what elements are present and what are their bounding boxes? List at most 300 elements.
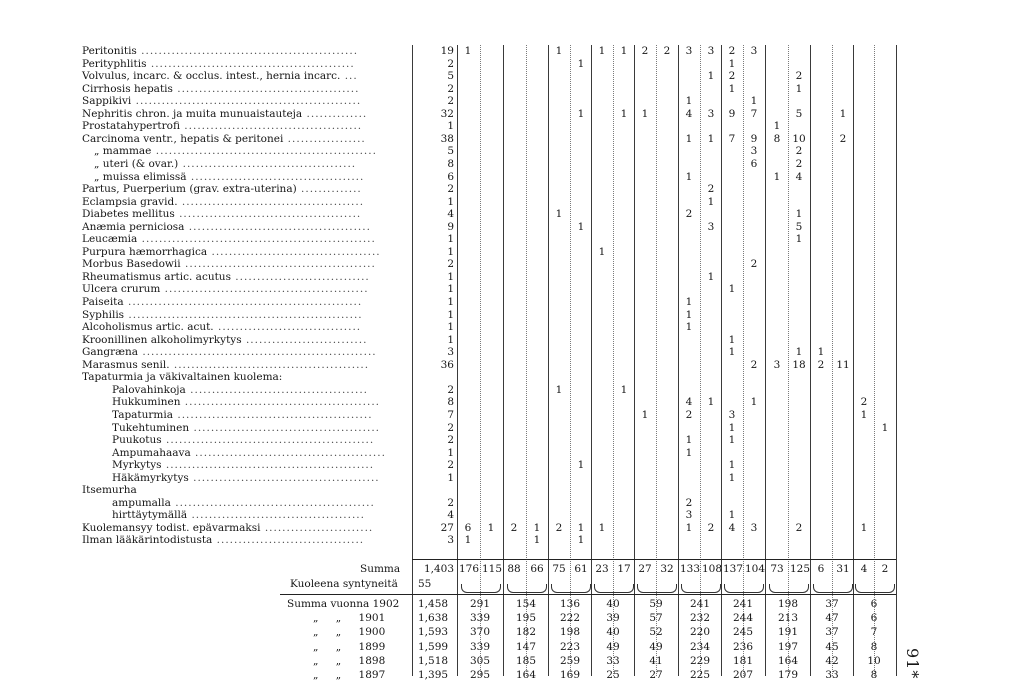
year-group-value: 339 bbox=[469, 612, 491, 625]
row-total: 2 bbox=[447, 183, 454, 196]
year-group-value: 40 bbox=[606, 598, 620, 610]
table-row bbox=[0, 221, 1024, 234]
row-label-text: hirttäytymällä bbox=[112, 509, 188, 522]
row-label bbox=[82, 359, 369, 372]
table-cell: 2 bbox=[795, 521, 803, 534]
table-cell: 3 bbox=[685, 45, 693, 57]
summa-row bbox=[0, 563, 1024, 576]
table-cell: 1 bbox=[641, 408, 649, 421]
row-total: 36 bbox=[440, 358, 454, 371]
year-group-value: 47 bbox=[825, 612, 839, 625]
year-group-value: 225 bbox=[689, 669, 711, 681]
row-label-text: Puukotus bbox=[112, 434, 162, 447]
table-cell: 1 bbox=[685, 95, 693, 108]
year-label: Summa vuonna 1902 bbox=[287, 598, 400, 610]
year-label: „ „ 1900 bbox=[313, 626, 386, 639]
year-group-value: 198 bbox=[559, 626, 581, 639]
group-brace bbox=[724, 584, 764, 593]
group-brace bbox=[551, 584, 591, 593]
table-cell: 6 bbox=[750, 157, 758, 170]
table-cell: 1 bbox=[685, 170, 693, 183]
table-cell: 2 bbox=[817, 358, 825, 371]
year-group-value: 223 bbox=[559, 640, 581, 653]
year-group-value: 6 bbox=[870, 598, 878, 610]
row-label-text: Nephritis chron. ja muita munuaistauteja bbox=[82, 107, 303, 120]
table-cell: 1 bbox=[773, 120, 781, 133]
row-label bbox=[82, 196, 364, 209]
table-cell: 1 bbox=[598, 521, 606, 534]
row-label-text: „ uteri (& ovar.) bbox=[94, 157, 179, 170]
row-label bbox=[82, 120, 362, 133]
year-group-value: 164 bbox=[777, 654, 799, 667]
table-row bbox=[0, 258, 1024, 271]
table-cell: 1 bbox=[728, 333, 736, 346]
row-total: 7 bbox=[447, 408, 454, 421]
leader-dots: .......................................... bbox=[172, 82, 360, 95]
row-label-text: Sappikivi bbox=[82, 95, 132, 108]
row-label-text: Ulcera crurum bbox=[82, 283, 161, 296]
leader-dots: ................................................ bbox=[161, 459, 375, 472]
year-group-value: 7 bbox=[870, 626, 878, 639]
table-cell: 3 bbox=[773, 358, 781, 371]
group-brace bbox=[681, 584, 721, 593]
row-label bbox=[82, 45, 358, 58]
year-group-value: 207 bbox=[732, 669, 754, 681]
table-cell: 1 bbox=[750, 95, 758, 108]
year-group-value: 182 bbox=[515, 626, 537, 639]
row-total: 1 bbox=[447, 120, 454, 133]
table-row bbox=[0, 58, 1024, 71]
leader-dots: .............................................. bbox=[170, 496, 375, 509]
row-label bbox=[112, 409, 373, 422]
table-cell: 2 bbox=[685, 408, 693, 421]
table-row bbox=[0, 83, 1024, 96]
table-cell: 4 bbox=[685, 107, 693, 120]
table-cell: 2 bbox=[750, 358, 758, 371]
table-row bbox=[0, 233, 1024, 246]
row-label bbox=[82, 83, 359, 96]
year-group-value: 6 bbox=[870, 612, 878, 625]
table-row bbox=[0, 283, 1024, 296]
group-brace bbox=[813, 584, 853, 593]
row-total: 1 bbox=[447, 296, 454, 308]
row-label bbox=[82, 334, 367, 347]
row-label-text: Palovahinkoja bbox=[112, 383, 186, 396]
summa-cell: 27 bbox=[638, 563, 652, 575]
row-label bbox=[82, 484, 137, 497]
table-row bbox=[0, 70, 1024, 83]
table-row bbox=[0, 246, 1024, 259]
summa-label: Summa bbox=[360, 563, 401, 575]
table-cell: 1 bbox=[728, 434, 736, 447]
leader-dots: ........................................... bbox=[189, 421, 380, 434]
year-group-value: 41 bbox=[649, 654, 663, 667]
table-cell: 2 bbox=[685, 496, 693, 509]
year-group-value: 339 bbox=[469, 640, 491, 653]
row-label-text: Myrkytys bbox=[112, 459, 162, 472]
year-group-value: 8 bbox=[870, 640, 878, 653]
row-total: 19 bbox=[440, 45, 454, 57]
year-group-value: 10 bbox=[867, 654, 881, 667]
row-total: 8 bbox=[447, 157, 454, 170]
table-cell: 1 bbox=[728, 346, 736, 359]
summa-total: 1,403 bbox=[423, 563, 454, 575]
row-label-text: Diabetes mellitus bbox=[82, 208, 175, 221]
summa-cell: 32 bbox=[660, 563, 674, 575]
row-total: 2 bbox=[447, 57, 454, 70]
page-number: 91* bbox=[903, 648, 922, 680]
summa-cell: 23 bbox=[595, 563, 609, 575]
leader-dots: ............................ bbox=[241, 333, 368, 346]
row-label-text: Eclampsia gravid. bbox=[82, 195, 178, 208]
year-group-value: 136 bbox=[559, 598, 581, 610]
year-total: 1,599 bbox=[418, 640, 449, 653]
leader-dots: ............................................. bbox=[173, 408, 373, 421]
year-group-value: 37 bbox=[825, 598, 839, 610]
table-row bbox=[0, 321, 1024, 334]
table-cell: 1 bbox=[577, 107, 585, 120]
table-row bbox=[0, 522, 1024, 535]
row-label-text: Volvulus, incarc. & occlus. intest., hernia incarc. bbox=[82, 70, 341, 83]
leader-dots: ........................................ bbox=[178, 157, 357, 170]
table-cell: 2 bbox=[555, 521, 563, 534]
table-cell: 5 bbox=[795, 107, 803, 120]
row-label-text: Kuolemansyy todist. epävarmaksi bbox=[82, 521, 261, 534]
row-total: 1 bbox=[447, 471, 454, 484]
table-cell: 2 bbox=[750, 258, 758, 271]
year-group-value: 185 bbox=[515, 654, 537, 667]
row-total: 4 bbox=[447, 208, 454, 221]
table-cell: 1 bbox=[685, 132, 693, 145]
row-label-text: Paiseita bbox=[82, 296, 124, 308]
table-cell: 1 bbox=[685, 308, 693, 321]
table-cell: 9 bbox=[728, 107, 736, 120]
table-row bbox=[0, 95, 1024, 108]
table-cell: 1 bbox=[860, 521, 868, 534]
year-group-value: 37 bbox=[825, 626, 839, 639]
table-cell: 3 bbox=[707, 45, 715, 57]
table-row bbox=[0, 145, 1024, 158]
table-cell: 11 bbox=[836, 358, 850, 371]
year-total: 1,593 bbox=[418, 626, 449, 639]
row-label-text: Ampumahaava bbox=[112, 446, 191, 459]
table-row bbox=[0, 45, 1024, 58]
year-group-value: 236 bbox=[732, 640, 754, 653]
leader-dots: ......................................... bbox=[179, 120, 363, 133]
table-cell: 2 bbox=[510, 521, 518, 534]
year-group-value: 154 bbox=[515, 598, 537, 610]
table-cell: 1 bbox=[773, 170, 781, 183]
leader-dots: ......................... bbox=[260, 521, 374, 534]
row-label bbox=[112, 509, 365, 522]
leader-dots: ........................................ bbox=[187, 509, 365, 522]
year-group-value: 33 bbox=[825, 669, 839, 681]
row-total: 1 bbox=[447, 333, 454, 346]
table-row bbox=[0, 497, 1024, 510]
row-label-text: Tapaturmia bbox=[112, 408, 174, 421]
row-label bbox=[112, 422, 380, 435]
table-row bbox=[0, 208, 1024, 221]
year-group-value: 45 bbox=[825, 640, 839, 653]
summa-cell: 73 bbox=[770, 563, 784, 575]
row-label bbox=[82, 271, 370, 284]
leader-dots: ................................................... bbox=[151, 145, 377, 158]
table-row bbox=[0, 271, 1024, 284]
table-row bbox=[0, 120, 1024, 133]
row-label bbox=[82, 534, 364, 547]
table-cell: 1 bbox=[707, 132, 715, 145]
table-cell: 1 bbox=[577, 57, 585, 70]
table-row bbox=[0, 396, 1024, 409]
kuoleena-label: Kuoleena syntyneitä bbox=[290, 578, 398, 590]
table-cell: 3 bbox=[685, 509, 693, 522]
row-label bbox=[82, 95, 361, 108]
row-total: 1 bbox=[447, 283, 454, 296]
row-label bbox=[112, 384, 368, 397]
table-cell: 1 bbox=[707, 195, 715, 208]
row-label bbox=[82, 183, 362, 196]
year-total: 1,638 bbox=[418, 612, 449, 625]
row-label-text: Cirrhosis hepatis bbox=[82, 82, 173, 95]
leader-dots: ........................................... bbox=[188, 471, 380, 484]
table-row bbox=[0, 447, 1024, 460]
row-total: 3 bbox=[447, 534, 454, 547]
table-cell: 1 bbox=[620, 45, 628, 57]
table-cell: 9 bbox=[750, 132, 758, 145]
row-label-text: Marasmus senil. bbox=[82, 358, 170, 371]
table-cell: 1 bbox=[533, 534, 541, 547]
summa-cell: 108 bbox=[702, 563, 723, 575]
year-group-value: 27 bbox=[649, 669, 663, 681]
row-total: 1 bbox=[447, 245, 454, 258]
row-label-text: Morbus Basedowii bbox=[82, 258, 181, 271]
leader-dots: ................................................ bbox=[161, 434, 375, 447]
table-cell: 1 bbox=[598, 245, 606, 258]
row-label-text: Purpura hæmorrhagica bbox=[82, 245, 208, 258]
leader-dots: ............................................. bbox=[180, 396, 381, 409]
row-total: 2 bbox=[447, 496, 454, 509]
year-group-value: 198 bbox=[777, 598, 799, 610]
row-total: 2 bbox=[447, 95, 454, 108]
table-row bbox=[0, 309, 1024, 322]
row-label-text: Prostatahypertrofi bbox=[82, 120, 180, 133]
summa-cell: 88 bbox=[507, 563, 521, 575]
row-label-text: Kroonillinen alkoholimyrkytys bbox=[82, 333, 242, 346]
table-cell: 1 bbox=[795, 82, 803, 95]
year-group-value: 147 bbox=[515, 640, 537, 653]
table-cell: 2 bbox=[795, 157, 803, 170]
summa-cell: 66 bbox=[530, 563, 544, 575]
summa-cell: 2 bbox=[881, 563, 889, 575]
leader-dots: ......................................... bbox=[185, 383, 368, 396]
year-group-value: 42 bbox=[825, 654, 839, 667]
year-group-value: 25 bbox=[606, 669, 620, 681]
year-group-value: 259 bbox=[559, 654, 581, 667]
table-row bbox=[0, 459, 1024, 472]
year-group-value: 49 bbox=[649, 640, 663, 653]
summa-cell: 6 bbox=[817, 563, 825, 575]
row-label-text: Leucæmia bbox=[82, 233, 138, 246]
row-label bbox=[112, 459, 374, 472]
table-cell: 1 bbox=[685, 296, 693, 308]
table-cell: 2 bbox=[641, 45, 649, 57]
row-total: 4 bbox=[447, 509, 454, 522]
year-group-value: 370 bbox=[469, 626, 491, 639]
table-cell: 1 bbox=[795, 208, 803, 221]
table-cell: 1 bbox=[860, 408, 868, 421]
table-cell: 1 bbox=[728, 57, 736, 70]
row-total: 2 bbox=[447, 383, 454, 396]
leader-dots: ................................. bbox=[213, 321, 362, 334]
summa-cell: 104 bbox=[745, 563, 766, 575]
table-row bbox=[0, 196, 1024, 209]
row-total: 2 bbox=[447, 258, 454, 271]
summa-cell: 61 bbox=[574, 563, 588, 575]
table-cell: 8 bbox=[773, 132, 781, 145]
table-cell: 1 bbox=[555, 383, 563, 396]
table-cell: 1 bbox=[728, 471, 736, 484]
year-group-value: 245 bbox=[732, 626, 754, 639]
row-label-text: Ilman lääkärintodistusta bbox=[82, 534, 213, 547]
year-group-value: 57 bbox=[649, 612, 663, 625]
row-label-text: Häkämyrkytys bbox=[112, 471, 189, 484]
table-cell: 1 bbox=[577, 220, 585, 233]
table-cell: 1 bbox=[728, 283, 736, 296]
group-brace bbox=[594, 584, 634, 593]
row-total: 3 bbox=[447, 346, 454, 359]
leader-dots: ............................................... bbox=[146, 57, 355, 70]
row-total: 9 bbox=[447, 220, 454, 233]
table-cell: 2 bbox=[728, 70, 736, 83]
group-brace bbox=[855, 584, 895, 593]
leader-dots: ... bbox=[340, 70, 358, 83]
row-label-text: Alcoholismus artic. acut. bbox=[82, 321, 214, 334]
table-row bbox=[0, 434, 1024, 447]
year-group-value: 179 bbox=[777, 669, 799, 681]
table-cell: 4 bbox=[795, 170, 803, 183]
year-group-value: 169 bbox=[559, 669, 581, 681]
table-cell: 1 bbox=[577, 521, 585, 534]
table-cell: 1 bbox=[555, 208, 563, 221]
table-cell: 18 bbox=[792, 358, 806, 371]
row-total: 1 bbox=[447, 233, 454, 246]
table-cell: 1 bbox=[685, 321, 693, 334]
summary-rule bbox=[280, 594, 896, 595]
year-group-value: 220 bbox=[689, 626, 711, 639]
table-cell: 1 bbox=[620, 107, 628, 120]
table-cell: 1 bbox=[685, 446, 693, 459]
table-cell: 4 bbox=[685, 396, 693, 409]
row-label bbox=[82, 309, 363, 322]
table-cell: 6 bbox=[464, 521, 472, 534]
table-cell: 1 bbox=[577, 459, 585, 472]
row-label bbox=[82, 258, 376, 271]
leader-dots: ............................... bbox=[230, 270, 370, 283]
row-total: 5 bbox=[447, 70, 454, 83]
row-total: 2 bbox=[447, 459, 454, 472]
table-cell: 2 bbox=[707, 183, 715, 196]
leader-dots: ...................................................... bbox=[137, 233, 376, 246]
summa-cell: 115 bbox=[482, 563, 503, 575]
year-group-value: 295 bbox=[469, 669, 491, 681]
row-label bbox=[112, 497, 375, 510]
table-row bbox=[0, 296, 1024, 309]
leader-dots: ...................................................... bbox=[138, 346, 377, 359]
table-cell: 1 bbox=[641, 107, 649, 120]
leader-dots: ........................................ bbox=[186, 170, 365, 183]
table-cell: 1 bbox=[464, 45, 472, 57]
row-label bbox=[112, 396, 380, 409]
row-label bbox=[82, 58, 355, 71]
row-label bbox=[112, 434, 374, 447]
table-row bbox=[0, 183, 1024, 196]
summa-cell: 75 bbox=[552, 563, 566, 575]
leader-dots: ............................................ bbox=[180, 258, 376, 271]
row-label-text: „ muissa elimissä bbox=[94, 170, 187, 183]
row-label bbox=[94, 145, 377, 158]
table-cell: 3 bbox=[707, 107, 715, 120]
row-total: 2 bbox=[447, 421, 454, 434]
leader-dots: .............. bbox=[302, 107, 368, 120]
year-label: „ „ 1897 bbox=[313, 669, 386, 681]
table-cell: 5 bbox=[795, 220, 803, 233]
row-label bbox=[82, 371, 282, 384]
row-label bbox=[82, 346, 377, 359]
year-group-value: 164 bbox=[515, 669, 537, 681]
row-label bbox=[82, 133, 366, 146]
row-label-text: Gangræna bbox=[82, 346, 139, 359]
row-label bbox=[82, 221, 371, 234]
row-total: 1 bbox=[447, 308, 454, 321]
table-cell: 10 bbox=[792, 132, 806, 145]
year-total: 1,395 bbox=[418, 669, 449, 681]
summary-rule bbox=[412, 559, 896, 560]
table-row bbox=[0, 133, 1024, 146]
row-label-text: Tukehtuminen bbox=[112, 421, 190, 434]
table-row bbox=[0, 384, 1024, 397]
leader-dots: .......................................... bbox=[174, 208, 362, 221]
table-row bbox=[0, 484, 1024, 497]
row-total: 1 bbox=[447, 270, 454, 283]
table-cell: 4 bbox=[728, 521, 736, 534]
row-label-text: Partus, Puerperium (grav. extra-uterina) bbox=[82, 183, 297, 196]
table-cell: 1 bbox=[728, 509, 736, 522]
summa-cell: 176 bbox=[459, 563, 480, 575]
row-label bbox=[82, 296, 362, 309]
table-cell: 1 bbox=[555, 45, 563, 57]
table-cell: 1 bbox=[707, 396, 715, 409]
summa-cell: 133 bbox=[680, 563, 701, 575]
row-label-text: Itsemurha bbox=[82, 484, 137, 497]
table-row bbox=[0, 509, 1024, 522]
table-cell: 1 bbox=[707, 70, 715, 83]
row-label bbox=[94, 158, 356, 171]
table-row bbox=[0, 472, 1024, 485]
row-total: 1 bbox=[447, 195, 454, 208]
year-group-value: 40 bbox=[606, 626, 620, 639]
row-label-text: Tapaturmia ja väkivaltainen kuolema: bbox=[82, 371, 283, 384]
table-cell: 1 bbox=[620, 383, 628, 396]
row-total: 8 bbox=[447, 396, 454, 409]
table-cell: 3 bbox=[728, 408, 736, 421]
row-label-text: Rheumatismus artic. acutus bbox=[82, 270, 231, 283]
row-label-text: „ mammae bbox=[94, 145, 152, 158]
kuoleena-total: 55 bbox=[418, 578, 432, 590]
leader-dots: .......................................... bbox=[184, 220, 371, 233]
table-cell: 1 bbox=[728, 82, 736, 95]
year-group-value: 305 bbox=[469, 654, 491, 667]
leader-dots: .......................................... bbox=[177, 195, 365, 208]
